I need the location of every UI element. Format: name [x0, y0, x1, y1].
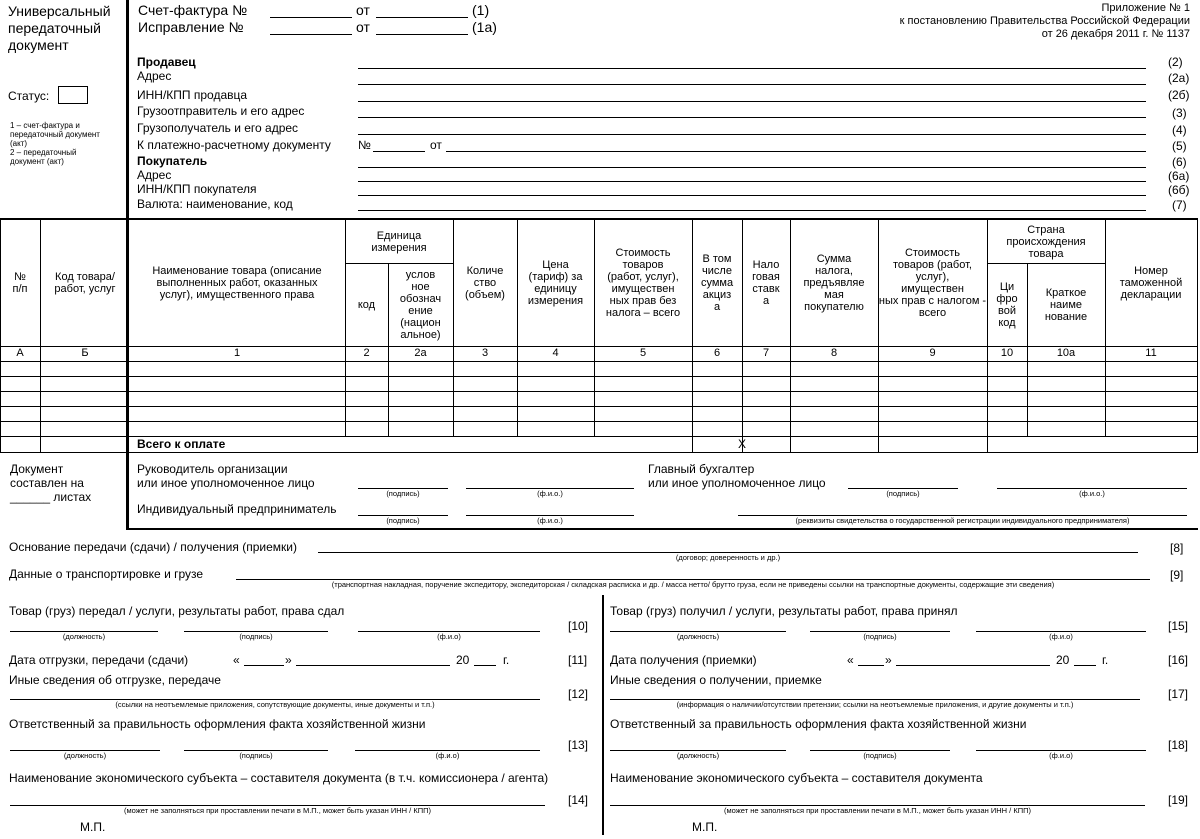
header-cost — [594, 220, 692, 346]
code-14: [14] — [568, 793, 589, 807]
header-cost-text: Стоимость товаров (работ, услуг), имуществен ных прав без налога – всего — [605, 247, 681, 319]
stamp-place: М.П. — [80, 820, 106, 834]
party-label-buyer-inn: ИНН/КПП покупателя — [137, 182, 257, 196]
ship-day-field[interactable] — [244, 665, 284, 666]
header-unit — [345, 220, 453, 263]
status-note-line: (акт) — [10, 139, 28, 148]
other-receipt-label: Иные сведения о получении, приемке — [610, 673, 822, 687]
header-country-code — [987, 263, 1027, 346]
col-number: 7 — [762, 347, 770, 359]
code-1: (1) — [472, 2, 490, 18]
code-8: [8] — [1170, 541, 1184, 555]
recv-month-field[interactable] — [896, 665, 1050, 666]
correction-from: от — [356, 19, 370, 35]
appendix-line: от 26 декабря 2011 г. № 1137 — [1041, 28, 1190, 40]
field-shipper[interactable] — [358, 117, 1146, 118]
code-19: [19] — [1168, 793, 1189, 807]
field-seller-inn[interactable] — [358, 101, 1146, 102]
correction-number-field[interactable] — [270, 34, 352, 35]
date-quote-open: « — [847, 653, 854, 667]
field-buyer-inn[interactable] — [358, 195, 1146, 196]
col-number: 4 — [552, 347, 559, 359]
header-price — [517, 220, 594, 346]
field-seller[interactable] — [358, 68, 1146, 69]
other-shipment-caption: (ссылки на неотъемлемые приложения, сопутствующие документы, иные документы и т.п.) — [115, 700, 435, 709]
party-label-buyer-address: Адрес — [137, 168, 172, 182]
caption-sign: (подпись) — [863, 632, 897, 641]
caption-fio: (ф.и.о.) — [537, 489, 563, 498]
other-receipt-caption: (информация о наличии/отсутствии претензии; ссылки на неотъемлемые приложения, и другие документы и т.п.) — [676, 700, 1074, 709]
col-number: 6 — [713, 347, 721, 359]
header-n — [0, 220, 40, 346]
col-number: 5 — [639, 347, 647, 359]
header-tax — [790, 220, 878, 346]
header-customs — [1105, 220, 1197, 346]
ship-year-field[interactable] — [474, 665, 496, 666]
code-13: [13] — [568, 738, 589, 752]
code-18: [18] — [1168, 738, 1189, 752]
caption-sign: (подпись) — [863, 751, 897, 760]
col-number: 9 — [929, 347, 936, 359]
col-number: А — [16, 347, 24, 359]
correction-label: Исправление № — [138, 19, 244, 35]
responsible-label: Ответственный за правильность оформления факта хозяйственной жизни — [610, 717, 1027, 731]
code-11: [11] — [568, 653, 588, 667]
invoice-label: Счет-фактура № — [138, 2, 248, 18]
header-code — [41, 220, 129, 346]
recv-year-field[interactable] — [1074, 665, 1096, 666]
field-seller-address[interactable] — [358, 84, 1146, 85]
head-label-line: Руководитель организации — [137, 462, 288, 476]
party-code: (5) — [1172, 139, 1187, 153]
entity-caption: (может не заполняться при проставлении печати в М.П., может быть указан ИНН / КПП) — [724, 806, 1031, 815]
header-unit-code-text: код — [357, 298, 376, 311]
header-total-text: Стоимость товаров (работ, услуг), имуществен ных прав с налогом - всего — [878, 247, 987, 319]
party-code: (6а) — [1168, 169, 1190, 183]
header-rate — [742, 220, 790, 346]
party-code: (2) — [1168, 55, 1183, 69]
caption-fio: (ф.и.о) — [435, 751, 460, 760]
col-number: 10а — [1056, 347, 1076, 359]
invoice-number-field[interactable] — [270, 17, 352, 18]
date-quote-close: » — [285, 653, 292, 667]
center-divider — [602, 595, 604, 835]
header-qty — [453, 220, 517, 346]
date-quote-open: « — [233, 653, 240, 667]
header-total — [878, 220, 987, 346]
code-16: [16] — [1168, 653, 1189, 667]
caption-position: (должность) — [63, 751, 107, 760]
accountant-label-line: или иное уполномоченное лицо — [648, 476, 826, 490]
accountant-label — [648, 462, 826, 490]
party-label-seller-inn: ИНН/КПП продавца — [137, 88, 248, 102]
head-label-line: или иное уполномоченное лицо — [137, 476, 315, 490]
entity-label: Наименование экономического субъекта – составителя документа (в т.ч. комиссионера / агента) — [9, 771, 549, 785]
year-suffix: г. — [503, 653, 510, 667]
party-code: (6) — [1172, 155, 1187, 169]
sheets-note — [10, 462, 91, 504]
party-label-payment-doc: К платежно-расчетному документу — [137, 138, 331, 152]
header-price-text: Цена (тариф) за единицу измерения — [527, 259, 584, 307]
document-title — [8, 3, 111, 54]
code-12: [12] — [568, 687, 589, 701]
year-prefix: 20 — [456, 653, 470, 667]
table-row — [0, 391, 1198, 392]
other-shipment-label: Иные сведения об отгрузке, передаче — [9, 673, 221, 687]
party-code: (7) — [1172, 198, 1187, 212]
header-code-text: Код товара/ работ, услуг — [54, 271, 116, 295]
table-row — [0, 376, 1198, 377]
correction-date-field[interactable] — [376, 34, 468, 35]
party-label-consignee: Грузополучатель и его адрес — [137, 121, 299, 135]
status-note-line: 1 – счет-фактура и — [10, 121, 80, 130]
sheets-line: составлен на — [10, 476, 84, 490]
ie-label: Индивидуальный предприниматель — [137, 502, 337, 516]
header-country-code-text: Ци фро вой код — [996, 280, 1018, 329]
year-suffix: г. — [1102, 653, 1109, 667]
handed-label: Товар (груз) передал / услуги, результаты работ, права сдал — [9, 604, 345, 618]
code-1a: (1а) — [472, 19, 497, 35]
col-number: 2 — [363, 347, 370, 359]
responsible-label: Ответственный за правильность оформления факта хозяйственной жизни — [9, 717, 426, 731]
party-label-shipper: Грузоотправитель и его адрес — [137, 104, 305, 118]
col-number: 2а — [414, 347, 427, 359]
recv-day-field[interactable] — [858, 665, 884, 666]
header-unit-text: Единица измерения — [371, 229, 427, 254]
field-payment-date[interactable] — [446, 151, 1146, 152]
header-unit-name-text: услов ное обознач ение (национ альное) — [399, 268, 442, 341]
payment-no-label: № — [358, 138, 371, 152]
field-buyer[interactable] — [358, 167, 1146, 168]
caption-fio: (ф.и.о) — [1049, 751, 1073, 760]
year-prefix: 20 — [1056, 653, 1070, 667]
ship-month-field[interactable] — [296, 665, 450, 666]
header-tax-text: Сумма налога, предъявляе мая покупателю — [803, 253, 865, 313]
code-9: [9] — [1170, 568, 1184, 582]
party-code: (2б) — [1168, 88, 1190, 102]
caption-fio: (ф.и.о.) — [1079, 489, 1105, 498]
appendix-line: к постановлению Правительства Российской Федерации — [899, 15, 1190, 27]
code-17: [17] — [1168, 687, 1189, 701]
caption-position: (должность) — [62, 632, 106, 641]
invoice-from: от — [356, 2, 370, 18]
entity-caption: (может не заполняться при проставлении печати в М.П., может быть указан ИНН / КПП) — [124, 806, 431, 815]
header-unit-name — [388, 263, 453, 346]
party-code: (6б) — [1168, 183, 1190, 197]
doc-title-line: передаточный — [8, 20, 101, 36]
header-rate-text: Нало говая ставк а — [752, 259, 780, 307]
col-number: 11 — [1145, 347, 1157, 359]
invoice-date-field[interactable] — [376, 17, 468, 18]
col-number: 1 — [233, 347, 241, 359]
caption-sign: (подпись) — [239, 632, 273, 641]
total-label: Всего к оплате — [137, 437, 226, 451]
transport-label: Данные о транспортировке и грузе — [9, 567, 204, 581]
field-payment-number[interactable] — [373, 151, 425, 152]
appendix-note — [900, 2, 1190, 41]
doc-title-line: Универсальный — [8, 3, 111, 19]
col-number: 3 — [481, 347, 489, 359]
appendix-line: Приложение № 1 — [1101, 2, 1190, 14]
table-row — [0, 361, 1198, 362]
head-label — [137, 462, 315, 490]
signature-block-bottom — [127, 528, 1198, 530]
col-number: Б — [81, 347, 89, 359]
code-10: [10] — [568, 619, 589, 633]
date-quote-close: » — [885, 653, 892, 667]
header-excise-text: В том числе сумма акциз а — [700, 253, 734, 313]
caption-position: (должность) — [676, 751, 720, 760]
status-note — [10, 121, 100, 166]
status-label: Статус: — [8, 89, 50, 103]
header-country-name-text: Краткое наиме нование — [1044, 286, 1088, 323]
table-bottom — [0, 452, 1198, 453]
basis-caption: (договор; доверенность и др.) — [675, 553, 781, 562]
col-number: 10 — [1000, 347, 1014, 359]
header-unit-code — [345, 263, 388, 346]
code-15: [15] — [1168, 619, 1189, 633]
entity-label: Наименование экономического субъекта – составителя документа — [610, 771, 983, 785]
accountant-label-line: Главный бухгалтер — [648, 462, 755, 476]
status-note-line: 2 – передаточный — [10, 148, 77, 157]
received-label: Товар (груз) получил / услуги, результаты работ, права принял — [610, 604, 958, 618]
party-label-seller-address: Адрес — [137, 69, 172, 83]
status-input[interactable] — [58, 86, 88, 104]
header-customs-text: Номер таможенной декларации — [1119, 265, 1183, 301]
header-name-text: Наименование товара (описание выполненных работ, оказанных услуг), имущественного права — [152, 265, 322, 301]
field-consignee[interactable] — [358, 134, 1146, 135]
party-code: (3) — [1172, 106, 1187, 120]
basis-label: Основание передачи (сдачи) / получения (приемки) — [9, 540, 297, 554]
party-label-buyer: Покупатель — [137, 154, 208, 168]
party-code: (4) — [1172, 123, 1187, 137]
caption-fio: (ф.и.о.) — [537, 516, 563, 525]
col-number: 8 — [830, 347, 838, 359]
caption-sign: (подпись) — [386, 516, 420, 525]
header-country-text: Страна происхождения товара — [1006, 223, 1086, 260]
party-label-seller: Продавец — [137, 55, 196, 69]
header-country — [987, 220, 1105, 263]
recv-date-label: Дата получения (приемки) — [610, 653, 757, 667]
sheets-line: Документ — [10, 462, 64, 476]
table-col-line — [1197, 218, 1198, 452]
header-qty-text: Количе ство (объем) — [465, 265, 505, 301]
caption-fio: (ф.и.о) — [1049, 632, 1073, 641]
party-code: (2а) — [1168, 71, 1190, 85]
transport-caption: (транспортная накладная, поручение экспедитору, экспедиторская / складская расписка и др. / масса нетто/ брутто груза, если не приведены ссылки на транспортные документы, содержащие эти сведения) — [331, 580, 1055, 589]
field-currency[interactable] — [358, 210, 1146, 211]
sheets-line: ______ листах — [10, 490, 92, 504]
table-row — [0, 421, 1198, 422]
caption-sign: (подпись) — [386, 489, 420, 498]
caption-requisites: (реквизиты свидетельства о государственной регистрации индивидуального предпринимателя) — [795, 516, 1130, 525]
caption-position: (должность) — [676, 632, 720, 641]
caption-fio: (ф.и.о) — [437, 632, 461, 641]
stamp-place: М.П. — [692, 820, 718, 834]
header-excise — [692, 220, 742, 346]
total-x-mark: X — [737, 437, 746, 451]
header-n-text: № п/п — [12, 271, 28, 295]
status-note-line: документ (акт) — [10, 157, 64, 166]
field-buyer-address[interactable] — [358, 181, 1146, 182]
header-country-name — [1027, 263, 1105, 346]
party-label-currency: Валюта: наименование, код — [137, 197, 293, 211]
doc-title-line: документ — [8, 37, 69, 53]
caption-sign: (подпись) — [886, 489, 920, 498]
caption-sign: (подпись) — [239, 751, 273, 760]
payment-from-label: от — [430, 138, 442, 152]
header-name — [129, 220, 345, 346]
status-note-line: передаточный документ — [10, 130, 100, 139]
table-row — [0, 406, 1198, 407]
ship-date-label: Дата отгрузки, передачи (сдачи) — [9, 653, 189, 667]
